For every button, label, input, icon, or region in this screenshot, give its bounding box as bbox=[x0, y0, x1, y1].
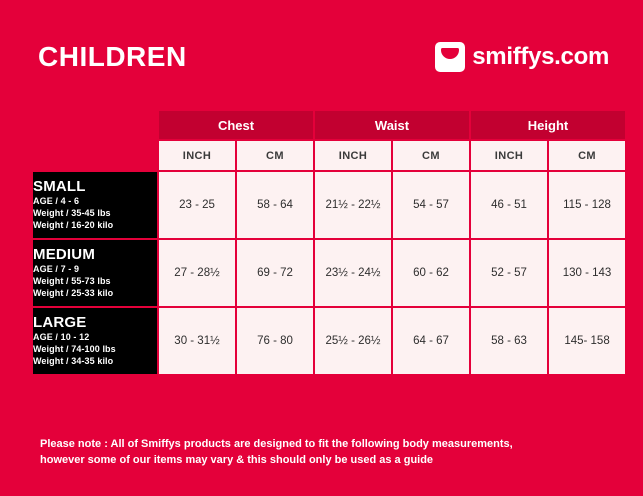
unit-header-height-cm: CM bbox=[549, 141, 625, 170]
size-detail-weight-lbs: Weight / 74-100 lbs bbox=[33, 343, 116, 354]
value-cell: 115 - 128 bbox=[549, 172, 625, 238]
smiffys-smile-logo-icon bbox=[435, 42, 465, 72]
value-cell: 145- 158 bbox=[549, 308, 625, 374]
size-detail-weight-kilo: Weight / 16-20 kilo bbox=[33, 219, 114, 230]
unit-header-chest-inch: INCH bbox=[159, 141, 235, 170]
table-row bbox=[33, 172, 625, 238]
value-cell: 23½ - 24½ bbox=[315, 240, 391, 306]
size-detail-weight-kilo: Weight / 25-33 kilo bbox=[33, 287, 114, 298]
table-row bbox=[33, 308, 625, 374]
value-cell: 21½ - 22½ bbox=[315, 172, 391, 238]
size-detail-weight-lbs: Weight / 35-45 lbs bbox=[33, 207, 111, 218]
size-detail-weight-kilo: Weight / 34-35 kilo bbox=[33, 355, 114, 366]
size-name: LARGE bbox=[33, 313, 87, 331]
value-cell: 58 - 64 bbox=[237, 172, 313, 238]
size-name: SMALL bbox=[33, 177, 86, 195]
table-unit-header-row bbox=[33, 141, 625, 170]
footer-note-line-2: however some of our items may vary & this should only be used as a guide bbox=[40, 453, 434, 466]
size-detail-age: AGE / 7 - 9 bbox=[33, 263, 80, 274]
value-cell: 30 - 31½ bbox=[159, 308, 235, 374]
table-corner-cell-2 bbox=[33, 141, 157, 170]
size-cell-small bbox=[33, 172, 157, 238]
size-detail-age: AGE / 10 - 12 bbox=[33, 331, 90, 342]
value-cell: 52 - 57 bbox=[471, 240, 547, 306]
size-detail-age: AGE / 4 - 6 bbox=[33, 195, 80, 206]
group-header-waist: Waist bbox=[315, 111, 469, 139]
size-cell-large bbox=[33, 308, 157, 374]
value-cell: 27 - 28½ bbox=[159, 240, 235, 306]
page-header bbox=[38, 34, 609, 80]
unit-header-height-inch: INCH bbox=[471, 141, 547, 170]
value-cell: 54 - 57 bbox=[393, 172, 469, 238]
unit-header-waist-inch: INCH bbox=[315, 141, 391, 170]
page-title: CHILDREN bbox=[38, 41, 187, 72]
value-cell: 23 - 25 bbox=[159, 172, 235, 238]
unit-header-waist-cm: CM bbox=[393, 141, 469, 170]
footer-note-line-1: Please note : All of Smiffys products are designed to fit the following body measurements, bbox=[40, 438, 513, 450]
value-cell: 58 - 63 bbox=[471, 308, 547, 374]
brand-name: smiffys.com bbox=[472, 43, 609, 70]
size-detail-weight-lbs: Weight / 55-73 lbs bbox=[33, 275, 111, 286]
value-cell: 76 - 80 bbox=[237, 308, 313, 374]
size-chart-table bbox=[31, 109, 627, 376]
value-cell: 60 - 62 bbox=[393, 240, 469, 306]
value-cell: 130 - 143 bbox=[549, 240, 625, 306]
brand-logo bbox=[435, 42, 609, 72]
value-cell: 46 - 51 bbox=[471, 172, 547, 238]
unit-header-chest-cm: CM bbox=[237, 141, 313, 170]
size-cell-medium bbox=[33, 240, 157, 306]
table-corner-cell bbox=[33, 111, 157, 139]
group-header-height: Height bbox=[471, 111, 625, 139]
group-header-chest: Chest bbox=[159, 111, 313, 139]
value-cell: 25½ - 26½ bbox=[315, 308, 391, 374]
value-cell: 64 - 67 bbox=[393, 308, 469, 374]
table-row bbox=[33, 240, 625, 306]
footer-note bbox=[40, 437, 607, 469]
table-group-header-row bbox=[33, 111, 625, 139]
size-name: MEDIUM bbox=[33, 245, 96, 263]
value-cell: 69 - 72 bbox=[237, 240, 313, 306]
